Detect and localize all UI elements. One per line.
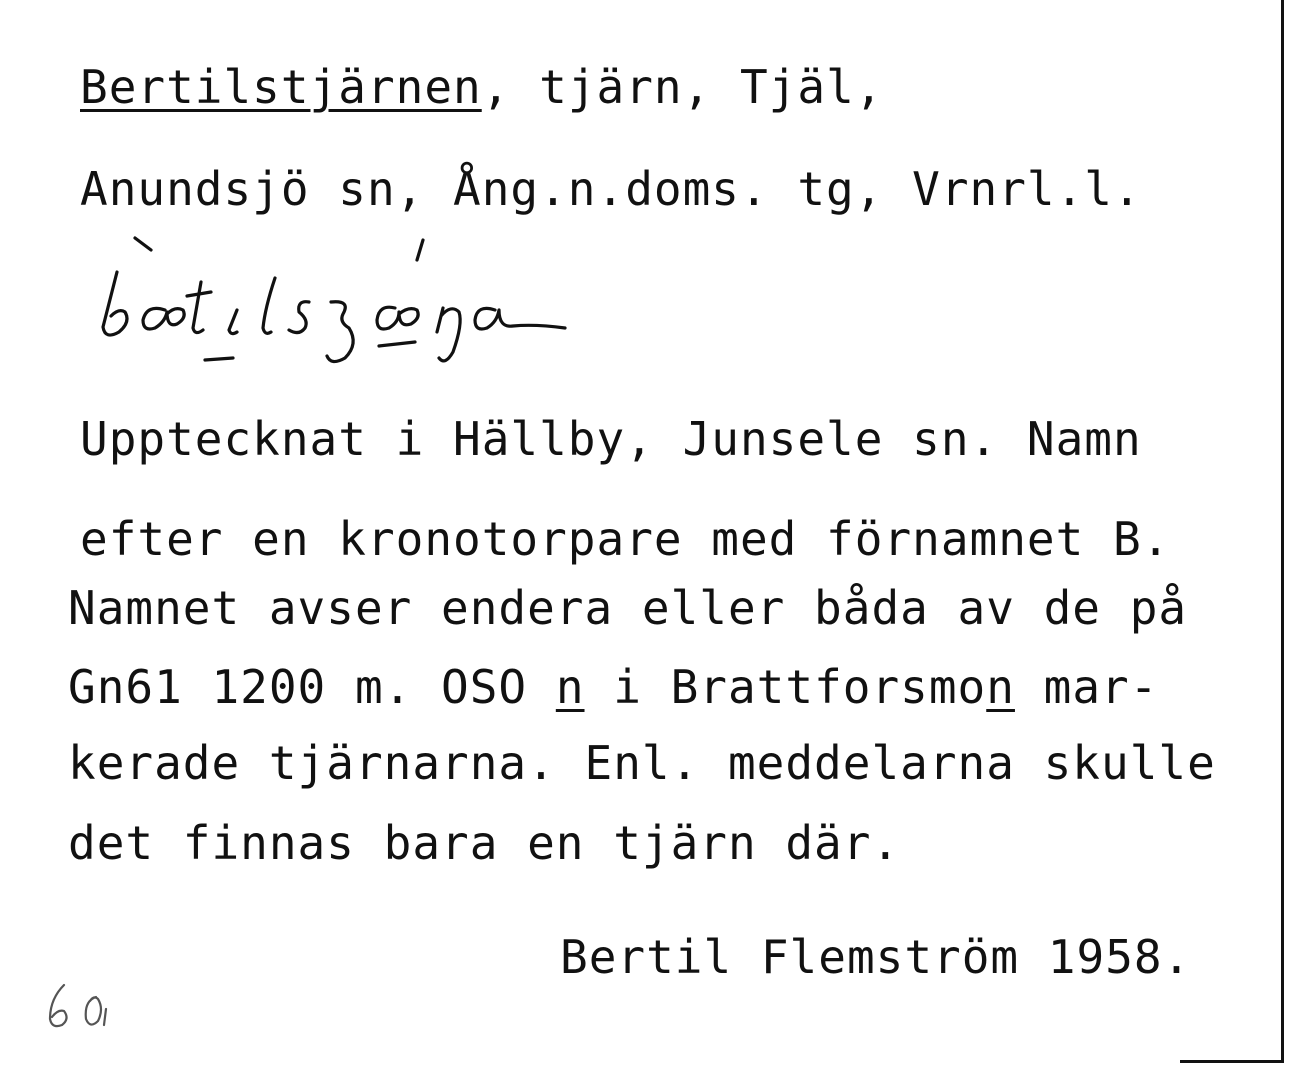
headword-line (80, 60, 884, 114)
note-line-1: efter en kronotorpare med förnamnet B. (80, 512, 1171, 566)
note-line-3 (68, 660, 1159, 714)
signature: Bertil Flemström 1958. (560, 930, 1192, 984)
note-line-2: Namnet avser endera eller båda av de på (68, 581, 1188, 635)
note-line-3-c: mar- (1014, 660, 1159, 714)
headword: Bertilstjärnen (80, 60, 482, 114)
pencil-note (40, 975, 130, 1035)
headword-type: , tjärn, (481, 60, 740, 114)
card-edge-right (1281, 0, 1284, 1062)
note-line-4: kerade tjärnarna. Enl. meddelarna skulle (68, 736, 1216, 790)
handwritten-pronunciation (95, 232, 695, 382)
note-line-5: det finnas bara en tjärn där. (68, 816, 901, 870)
note-line-3-a: Gn61 1200 m. OSO (68, 660, 556, 714)
underlined-n-2: n (986, 660, 1015, 714)
recorded-line: Upptecknat i Hällby, Junsele sn. Namn (80, 412, 1142, 466)
parish-abbrev: Tjäl, (739, 60, 884, 114)
underlined-n-1: n (555, 660, 585, 714)
card-edge-bottom (1180, 1060, 1284, 1063)
note-line-3-b: i Brattforsmo (584, 660, 987, 714)
location-line: Anundsjö sn, Ång.n.doms. tg, Vrnrl.l. (80, 162, 1142, 216)
